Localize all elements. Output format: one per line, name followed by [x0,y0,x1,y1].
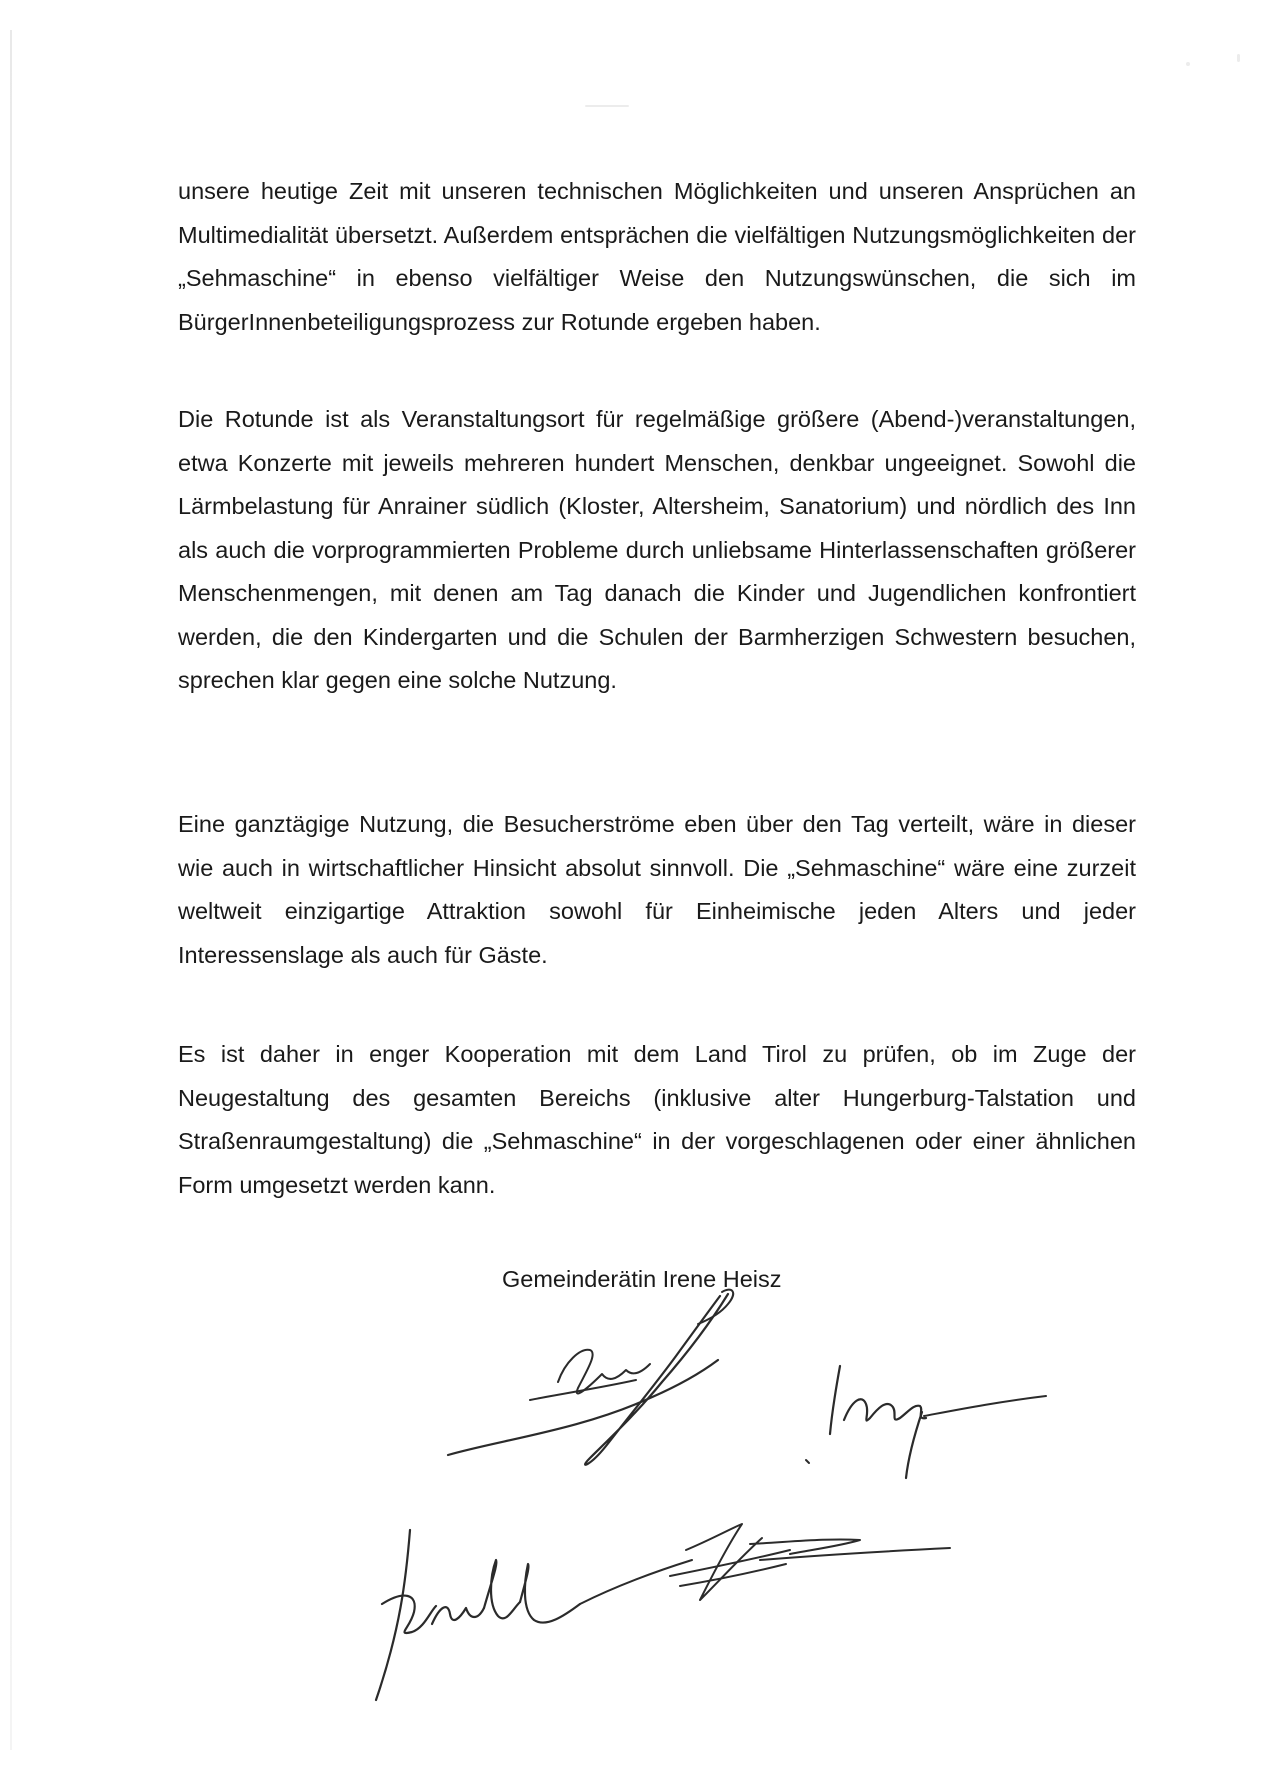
signature-third-signer [370,1520,970,1710]
signature-irene-heisz [440,1290,820,1480]
paragraph-text: Eine ganztägige Nutzung, die Besucherströme eben über den Tag verteilt, wäre in dieser wie auch in wirtschaftlicher Hinsicht absolut sinnvoll. Die „Sehmaschine“ wäre eine zurzeit weltweit einzigartige Attraktion sowohl für Einheimische jeden Alters und jeder Interessenslage als auch für Gäste. [178,811,1136,968]
paragraph-rotunde-venue [178,398,1136,703]
paragraph-request [178,1033,1136,1207]
scan-mark [1237,54,1240,62]
paragraph-all-day-use [178,803,1136,977]
paragraph-text: unsere heutige Zeit mit unseren technischen Möglichkeiten und unseren Ansprüchen an Multimedialität übersetzt. Außerdem entsprächen die vielfältigen Nutzungsmöglichkeiten der „Sehmaschine“ in ebenso vielfältiger Weise den Nutzungswünschen, die sich im BürgerInnenbeteiligungsprozess zur Rotunde ergeben haben. [178,178,1136,335]
signature-second-signer [796,1360,1056,1480]
scan-edge [10,30,12,1750]
paragraph-multimedia [178,170,1136,344]
paragraph-text: Die Rotunde ist als Veranstaltungsort für regelmäßige größere (Abend-)veranstaltungen, etwa Konzerte mit jeweils mehreren hundert Menschen, denkbar ungeeignet. Sowohl die Lärmbelastung für Anrainer südlich (Kloster, Altersheim, Sanatorium) und nördlich des Inn als auch die vorprogrammierten Probleme durch unliebsame Hinterlassenschaften größerer Menschenmengen, mit denen am Tag danach die Kinder und Jugendlichen konfrontiert werden, die den Kindergarten und die Schulen der Barmherzigen Schwestern besuchen, sprechen klar gegen eine solche Nutzung. [178,406,1136,693]
paragraph-text: Es ist daher in enger Kooperation mit dem Land Tirol zu prüfen, ob im Zuge der Neugestaltung des gesamten Bereichs (inklusive alter Hungerburg-Talstation und Straßenraumgestaltung) die „Sehmaschine“ in der vorgeschlagenen oder einer ähnlichen Form umgesetzt werden kann. [178,1041,1136,1198]
scan-mark [1186,62,1190,66]
signer-name: Gemeinderätin Irene Heisz [502,1266,782,1292]
scan-mark [585,105,629,107]
